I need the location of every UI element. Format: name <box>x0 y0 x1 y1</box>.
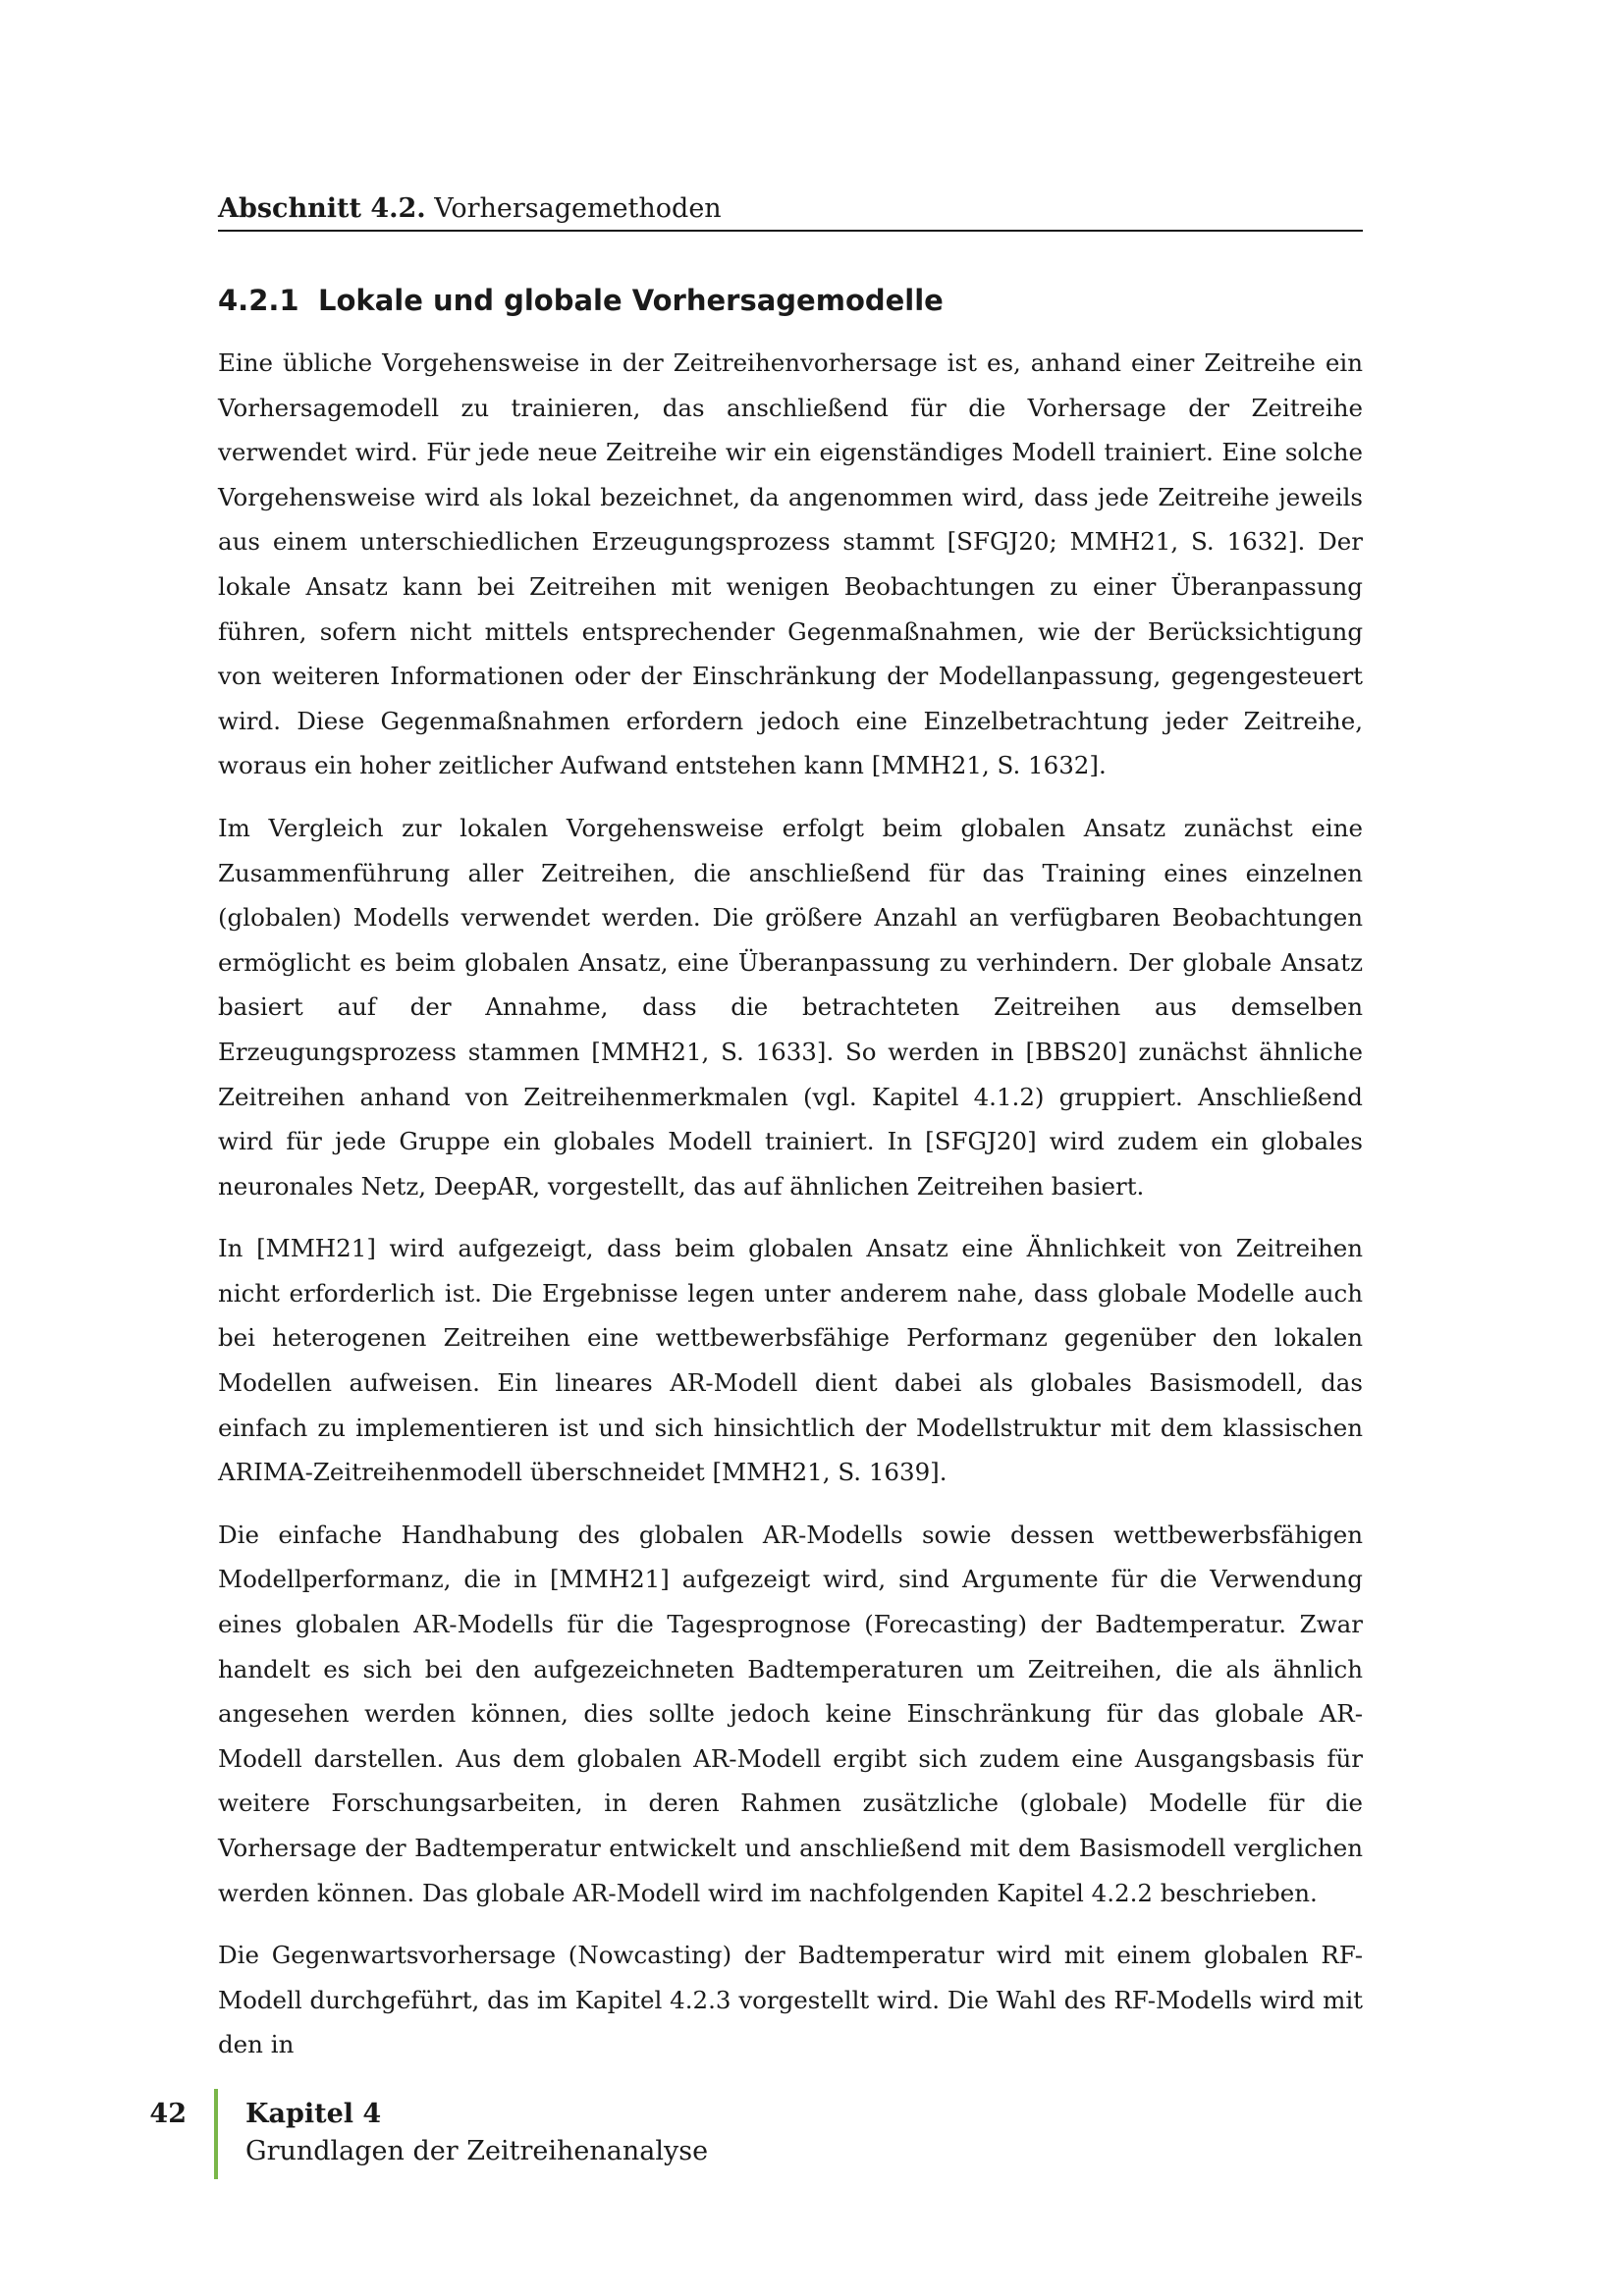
footer-accent-bar <box>214 2089 218 2179</box>
footer-chapter-title: Grundlagen der Zeitreihenanalyse <box>245 2136 709 2166</box>
page-number: 42 <box>149 2099 187 2129</box>
section-title: Lokale und globale Vorhersagemodelle <box>318 284 944 317</box>
section-heading <box>218 279 944 322</box>
body-text <box>218 341 1363 2085</box>
header-section-label: Abschnitt 4.2. <box>218 193 426 224</box>
paragraph-3: In [MMH21] wird aufgezeigt, dass beim globalen Ansatz eine Ähnlichkeit von Zeitreihen nicht erforderlich ist. Die Ergebnisse legen unter anderem nahe, dass globale Modelle auch bei heterogenen Zeitreihen eine wettbewerbsfähige Performanz gegenüber den lokalen Modellen aufweisen. Ein lineares AR-Modell dient dabei als globales Basismodell, das einfach zu implementieren ist und sich hinsichtlich der Modellstruktur mit dem klassischen ARIMA-Zeitreihenmodell überschneidet [MMH21, S. 1639]. <box>218 1234 1363 1487</box>
running-header <box>218 188 1363 232</box>
paragraph-1: Eine übliche Vorgehensweise in der Zeitreihenvorhersage ist es, anhand einer Zeitreihe ein Vorhersagemodell zu trainieren, das anschließend für die Vorhersage der Zeitreihe verwendet wird. Für jede neue Zeitreihe wir ein eigenständiges Modell trainiert. Eine solche Vorgehensweise wird als lokal bezeichnet, da angenommen wird, dass jede Zeitreihe jeweils aus einem unterschiedlichen Erzeugungsprozess stammt [SFGJ20; MMH21, S. 1632]. Der lokale Ansatz kann bei Zeitreihen mit wenigen Beobachtungen zu einer Überanpassung führen, sofern nicht mittels entsprechender Gegenmaßnahmen, wie der Berücksichtigung von weiteren Informationen oder der Einschränkung der Modellanpassung, gegengesteuert wird. Diese Gegenmaßnahmen erfordern jedoch eine Einzelbetrachtung jeder Zeitreihe, woraus ein hoher zeitlicher Aufwand entstehen kann [MMH21, S. 1632]. <box>218 348 1363 780</box>
footer-chapter-label: Kapitel 4 <box>245 2099 382 2129</box>
paragraph-5: Die Gegenwartsvorhersage (Nowcasting) der Badtemperatur wird mit einem globalen RF-Modell durchgeführt, das im Kapitel 4.2.3 vorgestellt wird. Die Wahl des RF-Modells wird mit den in <box>218 1941 1363 2059</box>
section-number: 4.2.1 <box>218 284 299 317</box>
header-section-title: Vorhersagemethoden <box>434 193 722 224</box>
paragraph-4: Die einfache Handhabung des globalen AR-Modells sowie dessen wettbewerbsfähigen Modellperformanz, die in [MMH21] aufgezeigt wird, sind Argumente für die Verwendung eines globalen AR-Modells für die Tagesprognose (Forecasting) der Badtemperatur. Zwar handelt es sich bei den aufgezeichneten Badtemperaturen um Zeitreihen, die als ähnlich angesehen werden können, dies sollte jedoch keine Einschränkung für das globale AR-Modell darstellen. Aus dem globalen AR-Modell ergibt sich zudem eine Ausgangsbasis für weitere Forschungsarbeiten, in deren Rahmen zusätzliche (globale) Modelle für die Vorhersage der Badtemperatur entwickelt und anschließend mit dem Basismodell verglichen werden können. Das globale AR-Modell wird im nachfolgenden Kapitel 4.2.2 beschrieben. <box>218 1520 1363 1907</box>
paragraph-2: Im Vergleich zur lokalen Vorgehensweise erfolgt beim globalen Ansatz zunächst eine Zusammenführung aller Zeitreihen, die anschließend für das Training eines einzelnen (globalen) Modells verwendet werden. Die größere Anzahl an verfügbaren Beobachtungen ermöglicht es beim globalen Ansatz, eine Überanpassung zu verhindern. Der globale Ansatz basiert auf der Annahme, dass die betrachteten Zeitreihen aus demselben Erzeugungsprozess stammen [MMH21, S. 1633]. So werden in [BBS20] zunächst ähnliche Zeitreihen anhand von Zeitreihenmerkmalen (vgl. Kapitel 4.1.2) gruppiert. Anschließend wird für jede Gruppe ein globales Modell trainiert. In [SFGJ20] wird zudem ein globales neuronales Netz, DeepAR, vorgestellt, das auf ähnlichen Zeitreihen basiert. <box>218 813 1363 1201</box>
